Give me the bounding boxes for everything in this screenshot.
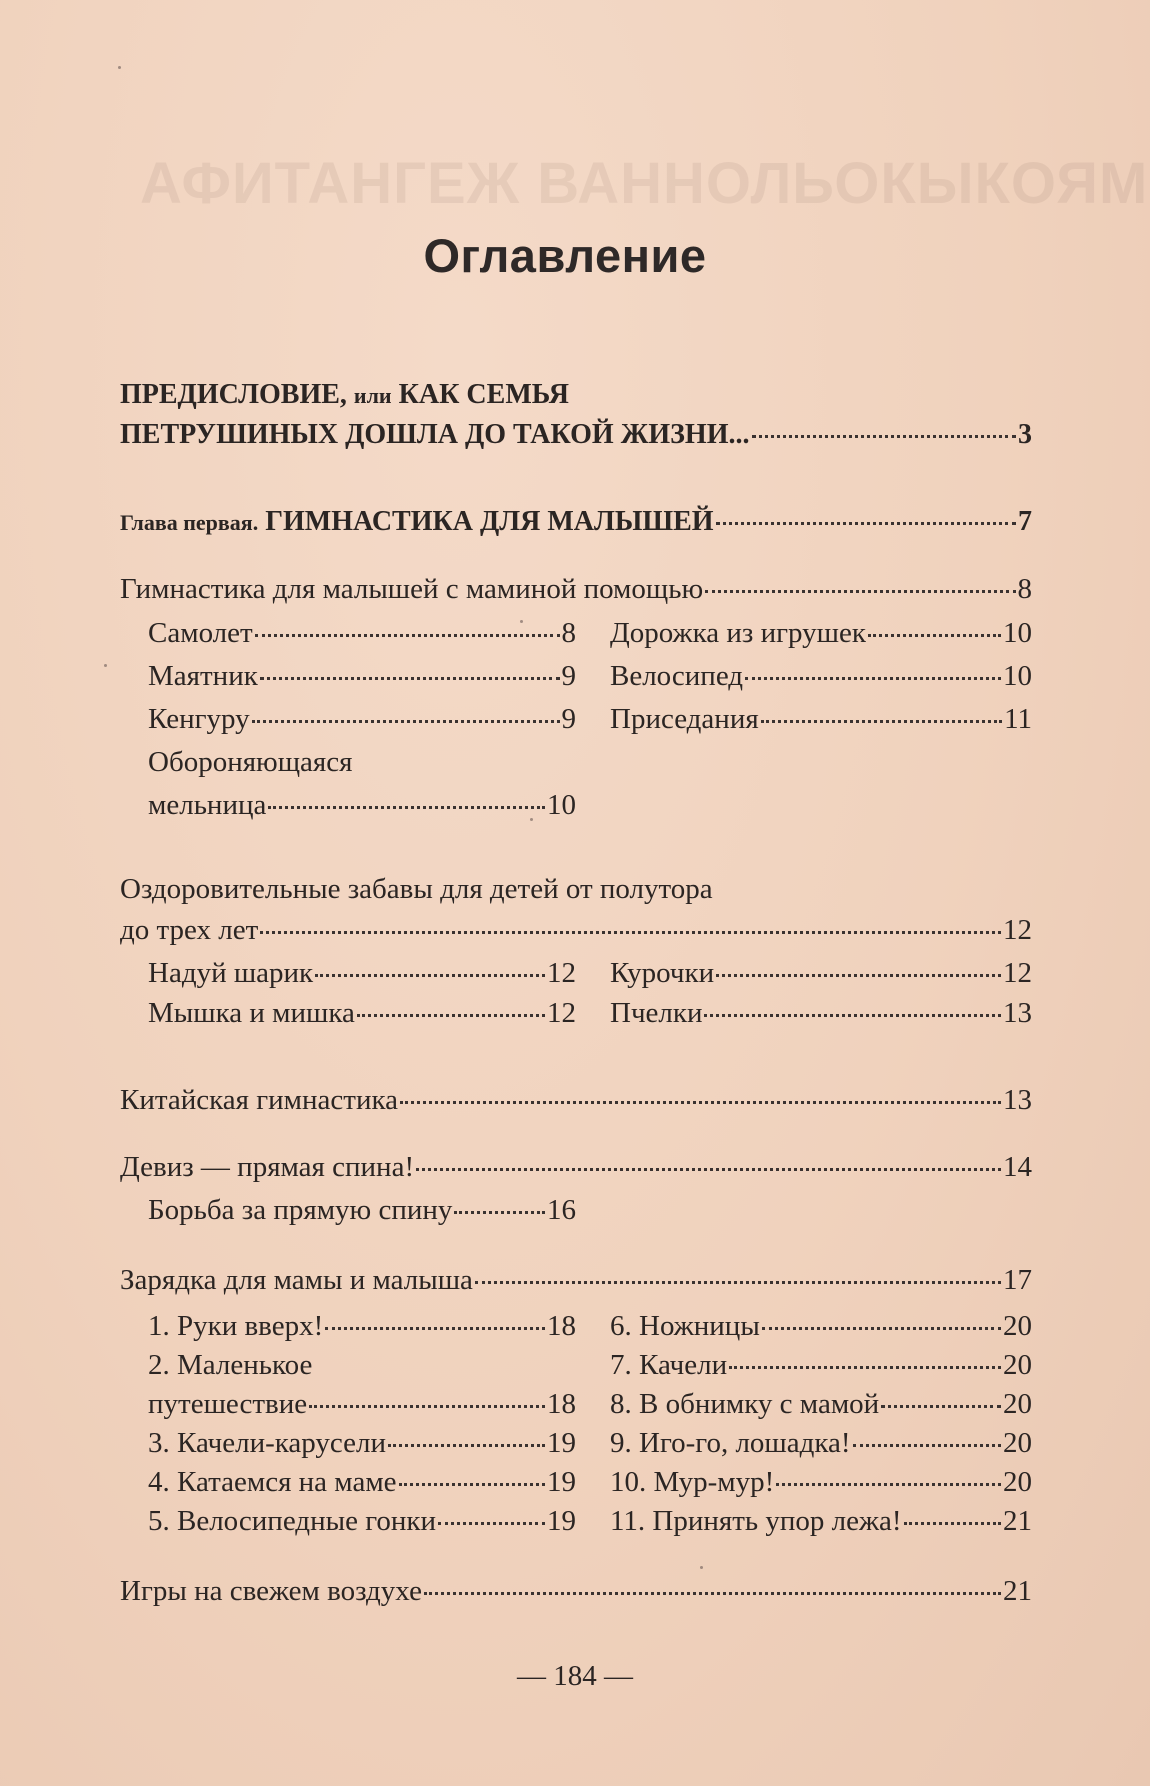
leader-dots <box>704 1014 1001 1017</box>
toc-item[interactable]: 1. Руки вверх! 18 <box>148 1310 576 1342</box>
leader-dots <box>454 1211 545 1214</box>
toc-section-health-line1: Оздоровительные забавы для детей от полутора <box>120 873 713 905</box>
leader-dots <box>424 1592 1001 1595</box>
leader-dots <box>881 1405 1001 1408</box>
print-speck <box>700 1566 703 1569</box>
leader-dots <box>752 435 1017 438</box>
toc-item-mill-line1: Обороняющаяся <box>148 746 353 778</box>
leader-dots <box>868 634 1001 637</box>
toc-section-exercise[interactable]: Зарядка для мамы и малыша 17 <box>120 1264 1032 1296</box>
leader-dots <box>252 720 560 723</box>
toc-section-chinese[interactable]: Китайская гимнастика 13 <box>120 1084 1032 1116</box>
toc-item[interactable]: 4. Катаемся на маме 19 <box>148 1466 576 1498</box>
toc-section-outdoor[interactable]: Игры на свежем воздухе 21 <box>120 1575 1032 1607</box>
leader-dots <box>705 590 1015 593</box>
leader-dots <box>400 1101 1001 1104</box>
leader-dots <box>438 1522 545 1525</box>
leader-dots <box>729 1366 1001 1369</box>
leader-dots <box>416 1168 1001 1171</box>
toc-item[interactable]: 9. Иго-го, лошадка! 20 <box>610 1427 1032 1459</box>
leader-dots <box>745 677 1001 680</box>
leader-dots <box>315 974 545 977</box>
leader-dots <box>309 1405 545 1408</box>
leader-dots <box>255 634 560 637</box>
toc-item[interactable]: Надуй шарик 12 <box>148 957 576 989</box>
toc-item[interactable]: Мышка и мишка 12 <box>148 997 576 1029</box>
toc-item[interactable]: Борьба за прямую спину 16 <box>148 1194 576 1226</box>
toc-chapter-1[interactable] <box>120 505 1032 540</box>
leader-dots <box>716 522 1016 525</box>
toc-label: Глава первая. ГИМНАСТИКА ДЛЯ МАЛЫШЕЙ <box>120 506 714 537</box>
leader-dots <box>762 1327 1001 1330</box>
print-speck <box>530 818 533 821</box>
toc-item[interactable]: Приседания 11 <box>610 703 1032 735</box>
toc-item[interactable]: Кенгуру 9 <box>148 703 576 735</box>
print-speck <box>118 66 121 69</box>
leader-dots <box>475 1281 1001 1284</box>
toc-item[interactable]: 5. Велосипедные гонки 19 <box>148 1505 576 1537</box>
toc-preface[interactable] <box>120 418 1032 452</box>
toc-item[interactable]: 3. Качели-карусели 19 <box>148 1427 576 1459</box>
toc-item[interactable]: Курочки 12 <box>610 957 1032 989</box>
toc-item[interactable]: Дорожка из игрушек 10 <box>610 617 1032 649</box>
toc-item[interactable]: мельница 10 <box>148 789 576 821</box>
page-number: — 184 — <box>517 1660 633 1692</box>
print-speck <box>104 664 107 667</box>
leader-dots <box>357 1014 545 1017</box>
leader-dots <box>716 974 1001 977</box>
toc-item-trip-line1: 2. Маленькое <box>148 1349 313 1381</box>
leader-dots <box>325 1327 545 1330</box>
bleed-through-text: АФИТАНГЕЖ ВАННОЛЬОКЫКОЯМ <box>140 151 1149 216</box>
leader-dots <box>260 931 1001 934</box>
toc-item[interactable]: 11. Принять упор лежа! 21 <box>610 1505 1032 1537</box>
toc-item[interactable]: 6. Ножницы 20 <box>610 1310 1032 1342</box>
leader-dots <box>268 806 545 809</box>
leader-dots <box>853 1444 1001 1447</box>
page-title: Оглавление <box>423 229 707 282</box>
toc-item[interactable]: Велосипед 10 <box>610 660 1032 692</box>
toc-item[interactable]: путешествие 18 <box>148 1388 576 1420</box>
toc-page: 7 <box>1018 506 1032 537</box>
toc-item[interactable]: Самолет 8 <box>148 617 576 649</box>
toc-item[interactable]: 7. Качели 20 <box>610 1349 1032 1381</box>
toc-item[interactable]: 10. Мур-мур! 20 <box>610 1466 1032 1498</box>
leader-dots <box>399 1483 545 1486</box>
toc-preface-line1: ПРЕДИСЛОВИЕ, или КАК СЕМЬЯ <box>120 379 570 410</box>
toc-label: ПЕТРУШИНЫХ ДОШЛА ДО ТАКОЙ ЖИЗНИ... <box>120 419 750 450</box>
leader-dots <box>761 720 1002 723</box>
leader-dots <box>260 677 560 680</box>
toc-section-motto[interactable]: Девиз — прямая спина! 14 <box>120 1151 1032 1183</box>
toc-item[interactable]: Маятник 9 <box>148 660 576 692</box>
toc-section-gym-mother[interactable]: Гимнастика для малышей с маминой помощью 8 <box>120 573 1032 605</box>
leader-dots <box>776 1483 1001 1486</box>
toc-page: 3 <box>1018 419 1032 450</box>
toc-item[interactable]: 8. В обнимку с мамой 20 <box>610 1388 1032 1420</box>
print-speck <box>520 620 523 623</box>
toc-section-health[interactable]: до трех лет 12 <box>120 914 1032 946</box>
leader-dots <box>904 1522 1001 1525</box>
toc-item[interactable]: Пчелки 13 <box>610 997 1032 1029</box>
leader-dots <box>388 1444 545 1447</box>
